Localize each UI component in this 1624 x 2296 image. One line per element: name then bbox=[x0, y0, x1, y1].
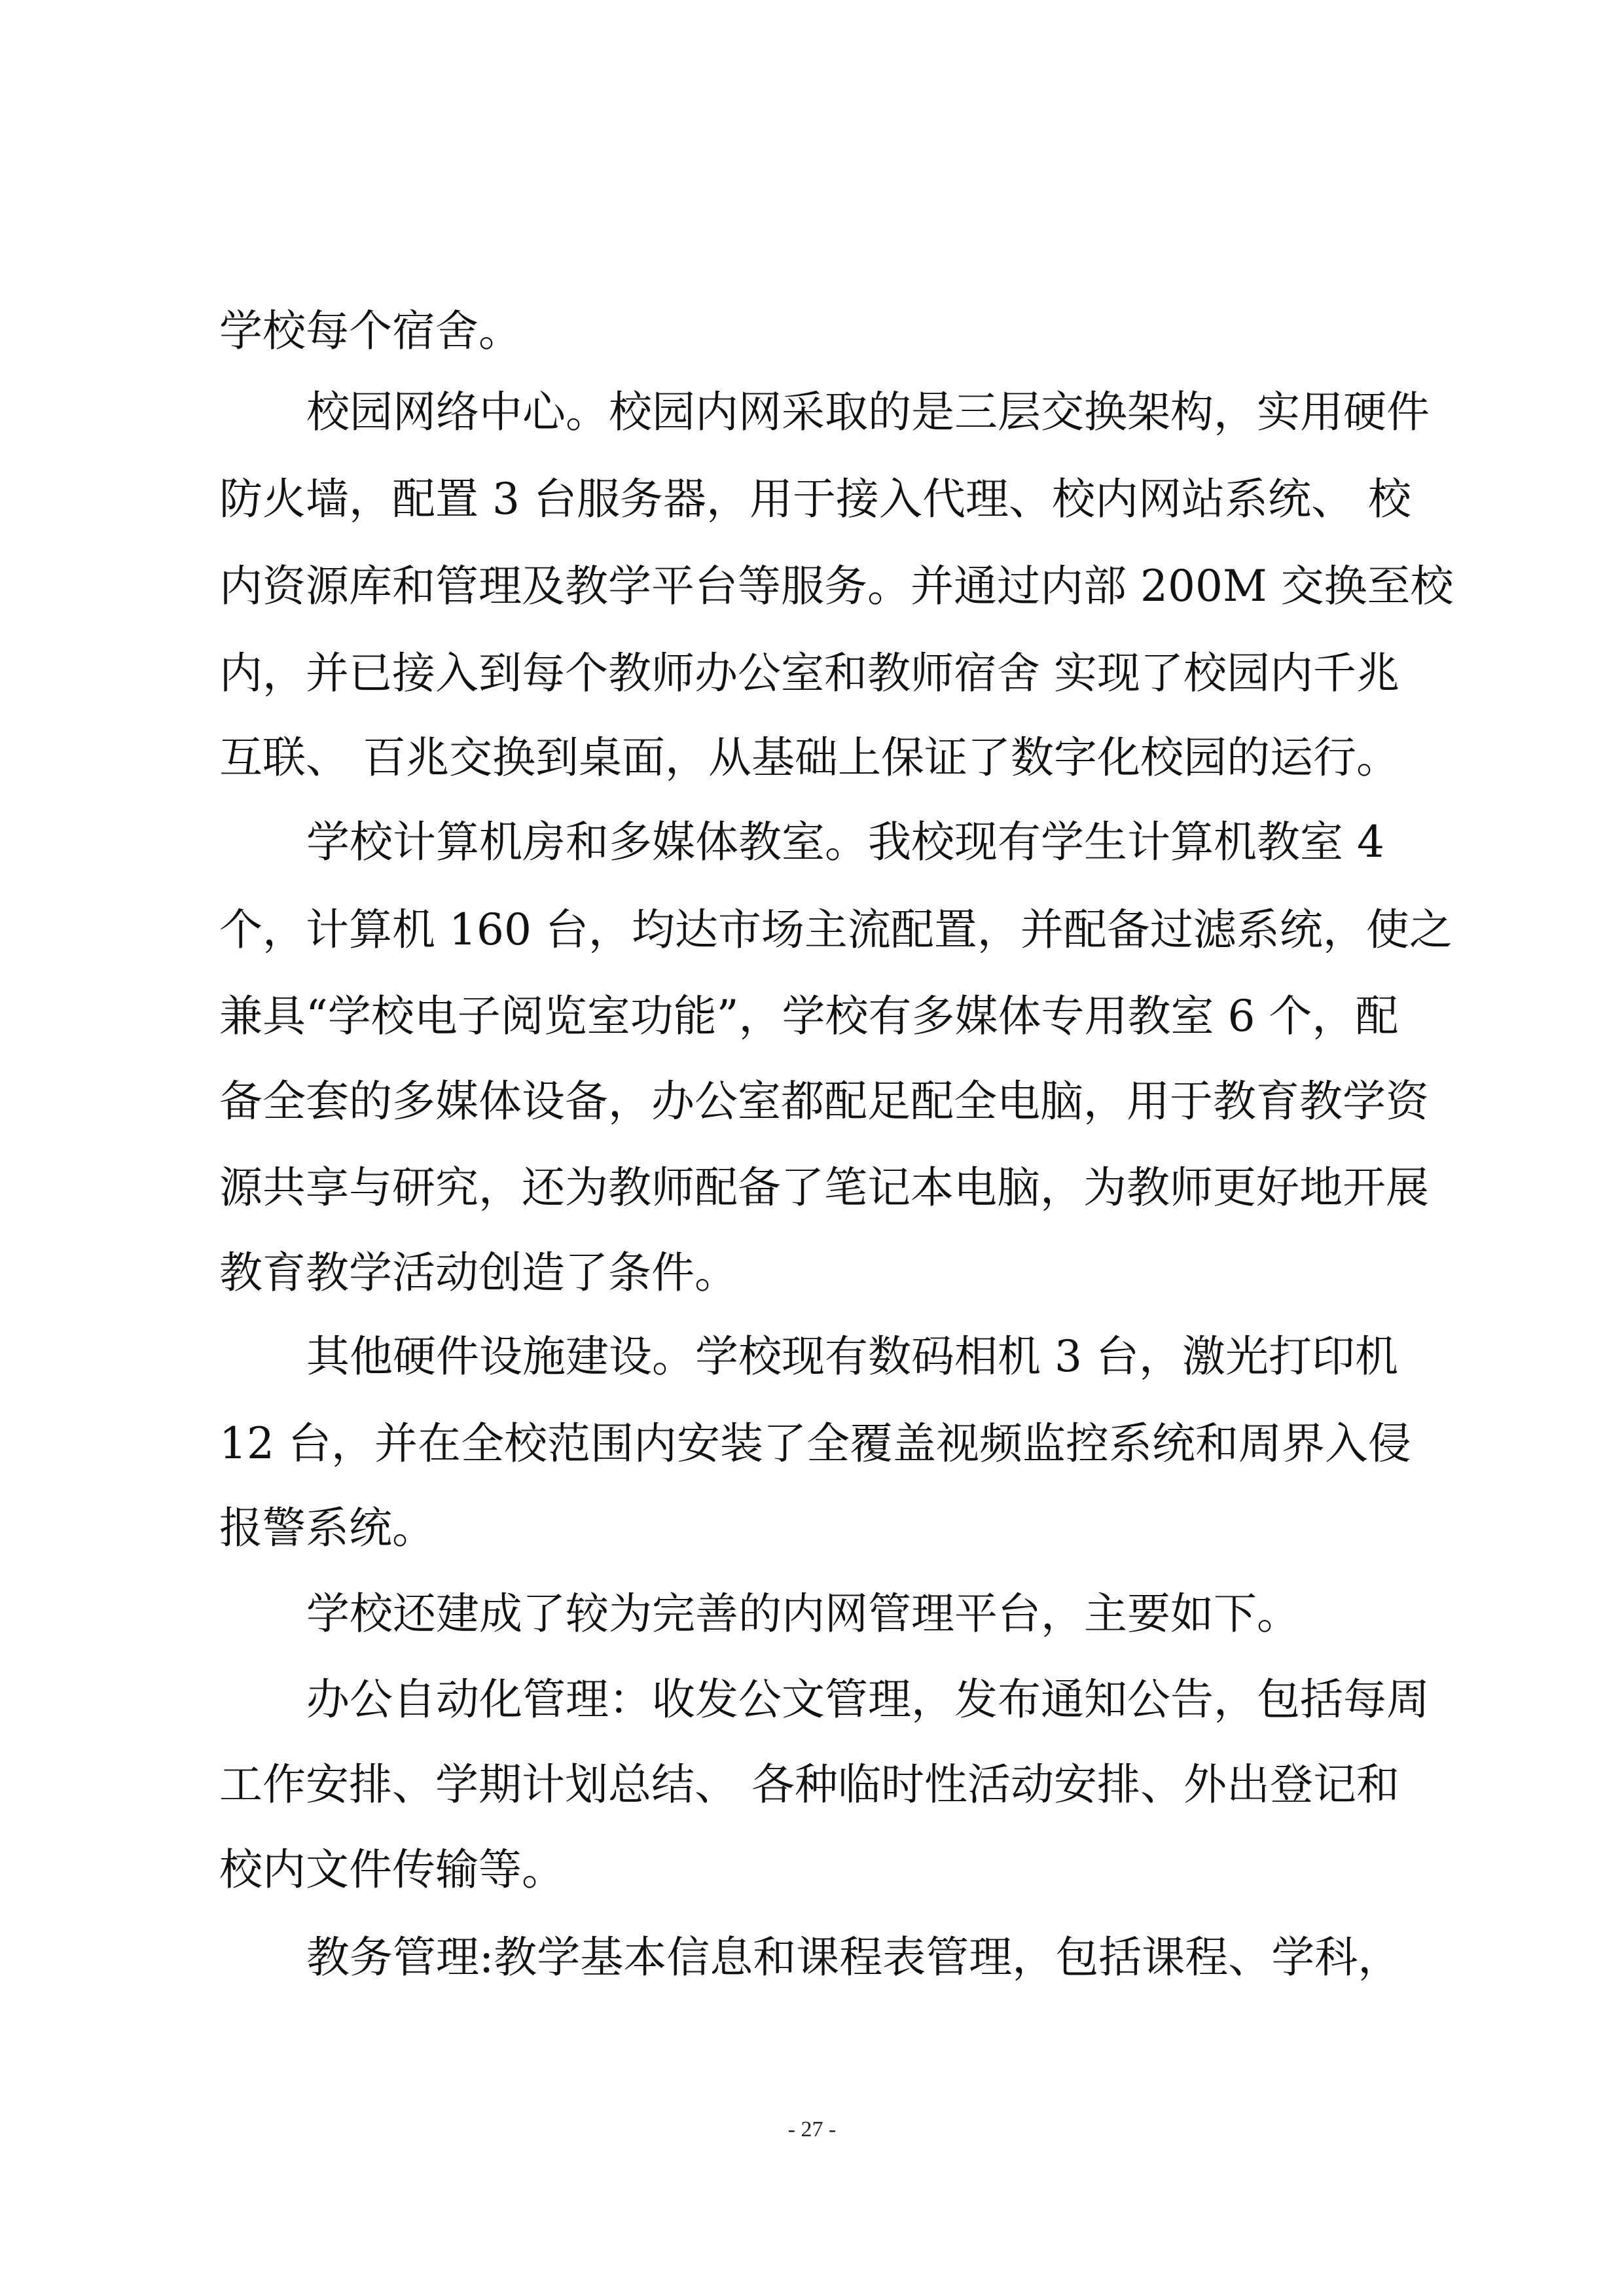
body-text-line: 工作安排、学期计划总结、 各种临时性活动安排、外出登记和 bbox=[219, 1759, 1399, 1810]
body-text-line: 校内文件传输等。 bbox=[219, 1844, 565, 1895]
page-number: - 27 - bbox=[787, 2117, 837, 2142]
body-text-line: 源共享与研究，还为教师配备了笔记本电脑，为教师更好地开展 bbox=[219, 1162, 1429, 1213]
body-text-line: 兼具“学校电子阅览室功能”，学校有多媒体专用教室 6 个，配 bbox=[219, 991, 1399, 1041]
body-text-line: 个，计算机 160 台，均达市场主流配置，并配备过滤系统，使之 bbox=[219, 905, 1453, 955]
body-text-line: 学校每个宿舍。 bbox=[219, 306, 522, 356]
body-text-line: 互联、 百兆交换到桌面，从基础上保证了数字化校园的运行。 bbox=[219, 732, 1399, 783]
body-text-line: 内资源库和管理及教学平台等服务。并通过内部 200M 交换至校 bbox=[219, 561, 1454, 611]
body-text-line: 12 台，并在全校范围内安装了全覆盖视频监控系统和周界入侵 bbox=[219, 1418, 1411, 1469]
body-text-line: 校园网络中心。校园内网采取的是三层交换架构，实用硬件 bbox=[306, 387, 1430, 437]
body-text-line: 教务管理:教学基本信息和课程表管理，包括课程、学科， bbox=[306, 1932, 1401, 1982]
body-text-line: 教育教学活动创造了条件。 bbox=[219, 1247, 738, 1298]
body-text-line: 学校计算机房和多媒体教室。我校现有学生计算机教室 4 bbox=[306, 817, 1384, 867]
body-text-line: 内，并已接入到每个教师办公室和教师宿舍 实现了校园内千兆 bbox=[219, 648, 1399, 698]
body-text-line: 防火墙，配置 3 台服务器，用于接入代理、校内网站系统、 校 bbox=[219, 474, 1411, 524]
body-text-line: 其他硬件设施建设。学校现有数码相机 3 台，激光打印机 bbox=[306, 1331, 1398, 1382]
body-text-line: 备全套的多媒体设备，办公室都配足配全电脑，用于教育教学资 bbox=[219, 1076, 1429, 1126]
body-text-line: 报警系统。 bbox=[219, 1503, 435, 1553]
body-text-line: 学校还建成了较为完善的内网管理平台，主要如下。 bbox=[306, 1588, 1300, 1639]
body-text-line: 办公自动化管理：收发公文管理，发布通知公告，包括每周 bbox=[306, 1674, 1430, 1725]
